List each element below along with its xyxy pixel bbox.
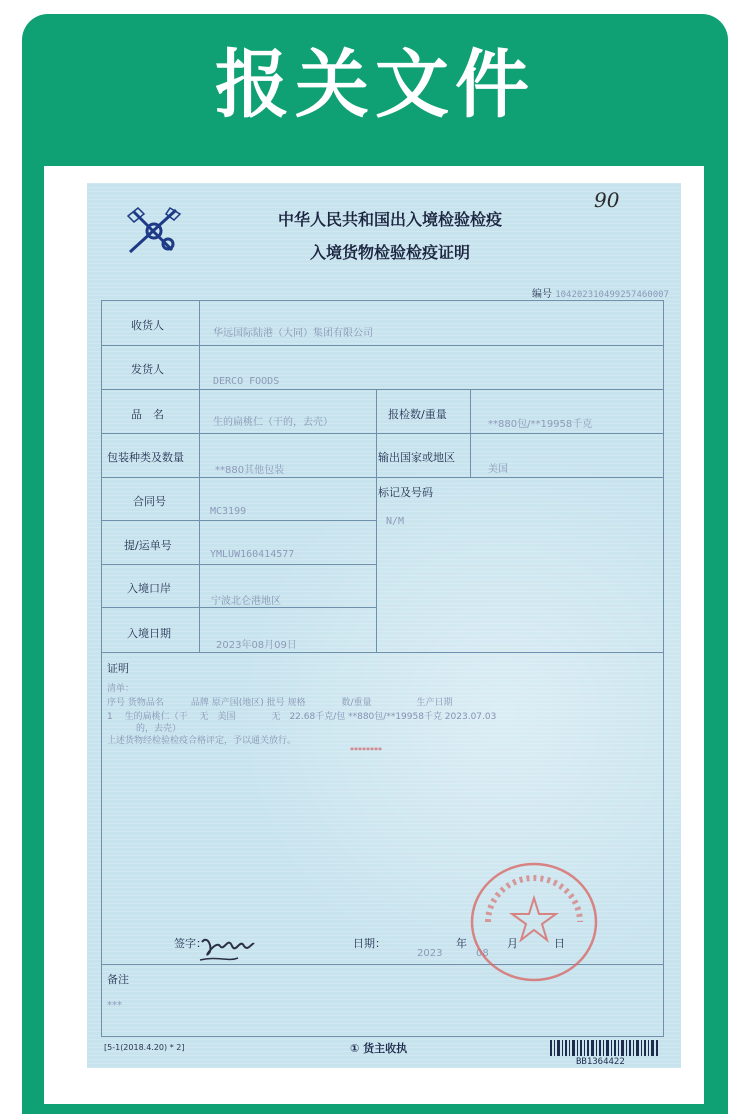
declared-qty-label: 报检数/重量 (388, 408, 447, 421)
row-divider (101, 477, 664, 478)
consignor-value: DERCO FOODS (213, 376, 280, 387)
month-label: 月 (507, 937, 518, 950)
origin-label: 输出国家或地区 (378, 451, 455, 464)
row-divider (101, 389, 664, 390)
col-divider (199, 300, 200, 652)
banner-title: 报关文件 (215, 42, 535, 128)
col-divider (376, 389, 377, 652)
list-row-1: 1 生的扁桃仁（干 无 美国 无 22.68千克/包 **880包/**19958千克 2023.07.03 (107, 712, 497, 722)
bl-label: 提/运单号 (124, 539, 172, 552)
consignor-label: 发货人 (131, 363, 164, 376)
remarks-label: 备注 (107, 973, 129, 986)
origin-value: 美国 (488, 464, 508, 475)
entry-date-value: 2023年08月09日 (216, 640, 297, 651)
handwritten-mark: 90 (594, 188, 620, 212)
year-label: 年 (456, 937, 467, 950)
copy-label: ① 货主收执 (350, 1042, 408, 1055)
barcode-number: BB1364422 (576, 1057, 625, 1067)
declared-qty-value: **880包/**19958千克 (488, 419, 593, 430)
consignee-label: 收货人 (131, 319, 164, 332)
clearance-statement: 上述货物经检验检疫合格评定，予以通关放行。 (107, 736, 297, 746)
list-headers: 序号 货物品名 品牌 原产国(地区) 批号 规格 数/重量 生产日期 (107, 698, 453, 708)
day-label: 日 (554, 937, 565, 950)
list-label: 清单： (107, 684, 135, 694)
packing-label: 包装种类及数量 (107, 451, 184, 464)
port-value: 宁波北仑港地区 (211, 596, 281, 607)
signature-label: 签字： (174, 937, 207, 950)
marks-value: N/M (386, 516, 405, 527)
row-divider (101, 607, 376, 608)
bl-value: YMLUW160414577 (210, 549, 295, 560)
marks-label: 标记及号码 (378, 486, 433, 499)
row-divider (101, 433, 664, 434)
ciq-emblem-icon (124, 204, 184, 256)
issuing-authority-title: 中华人民共和国出入境检验检疫 (277, 210, 502, 229)
row-divider (101, 652, 664, 653)
date-label: 日期： (353, 937, 386, 950)
sign-year-value: 2023 (417, 948, 443, 959)
remarks-value: *** (107, 1000, 122, 1011)
serial-label: 编号 (532, 289, 552, 300)
document-title: 入境货物检验检疫证明 (309, 243, 470, 262)
sign-month-value: 08 (476, 948, 489, 959)
end-stars: ******** (350, 746, 382, 755)
barcode-graphic (550, 1040, 660, 1056)
serial-number (532, 285, 669, 300)
product-value: 生的扁桃仁（干的，去壳） (213, 417, 333, 428)
proof-label: 证明 (107, 662, 129, 675)
row-divider (101, 564, 376, 565)
serial-value: 104202310499257460007 (555, 290, 669, 300)
contract-value: MC3199 (210, 506, 247, 517)
official-seal-stamp (468, 858, 600, 986)
row-divider (101, 520, 376, 521)
contract-label: 合同号 (133, 495, 166, 508)
row-divider (101, 345, 664, 346)
handwritten-signature (198, 928, 258, 964)
col-divider (470, 389, 471, 477)
packing-value: **880其他包装 (215, 465, 285, 476)
list-row-1-continued: 的，去壳） (136, 724, 182, 734)
consignee-value: 华远国际陆港（大同）集团有限公司 (213, 328, 373, 339)
port-label: 入境口岸 (127, 582, 171, 595)
entry-date-label: 入境日期 (127, 627, 171, 640)
product-label: 品 名 (131, 408, 164, 421)
form-code: [5-1(2018.4.20) * 2] (104, 1043, 185, 1052)
